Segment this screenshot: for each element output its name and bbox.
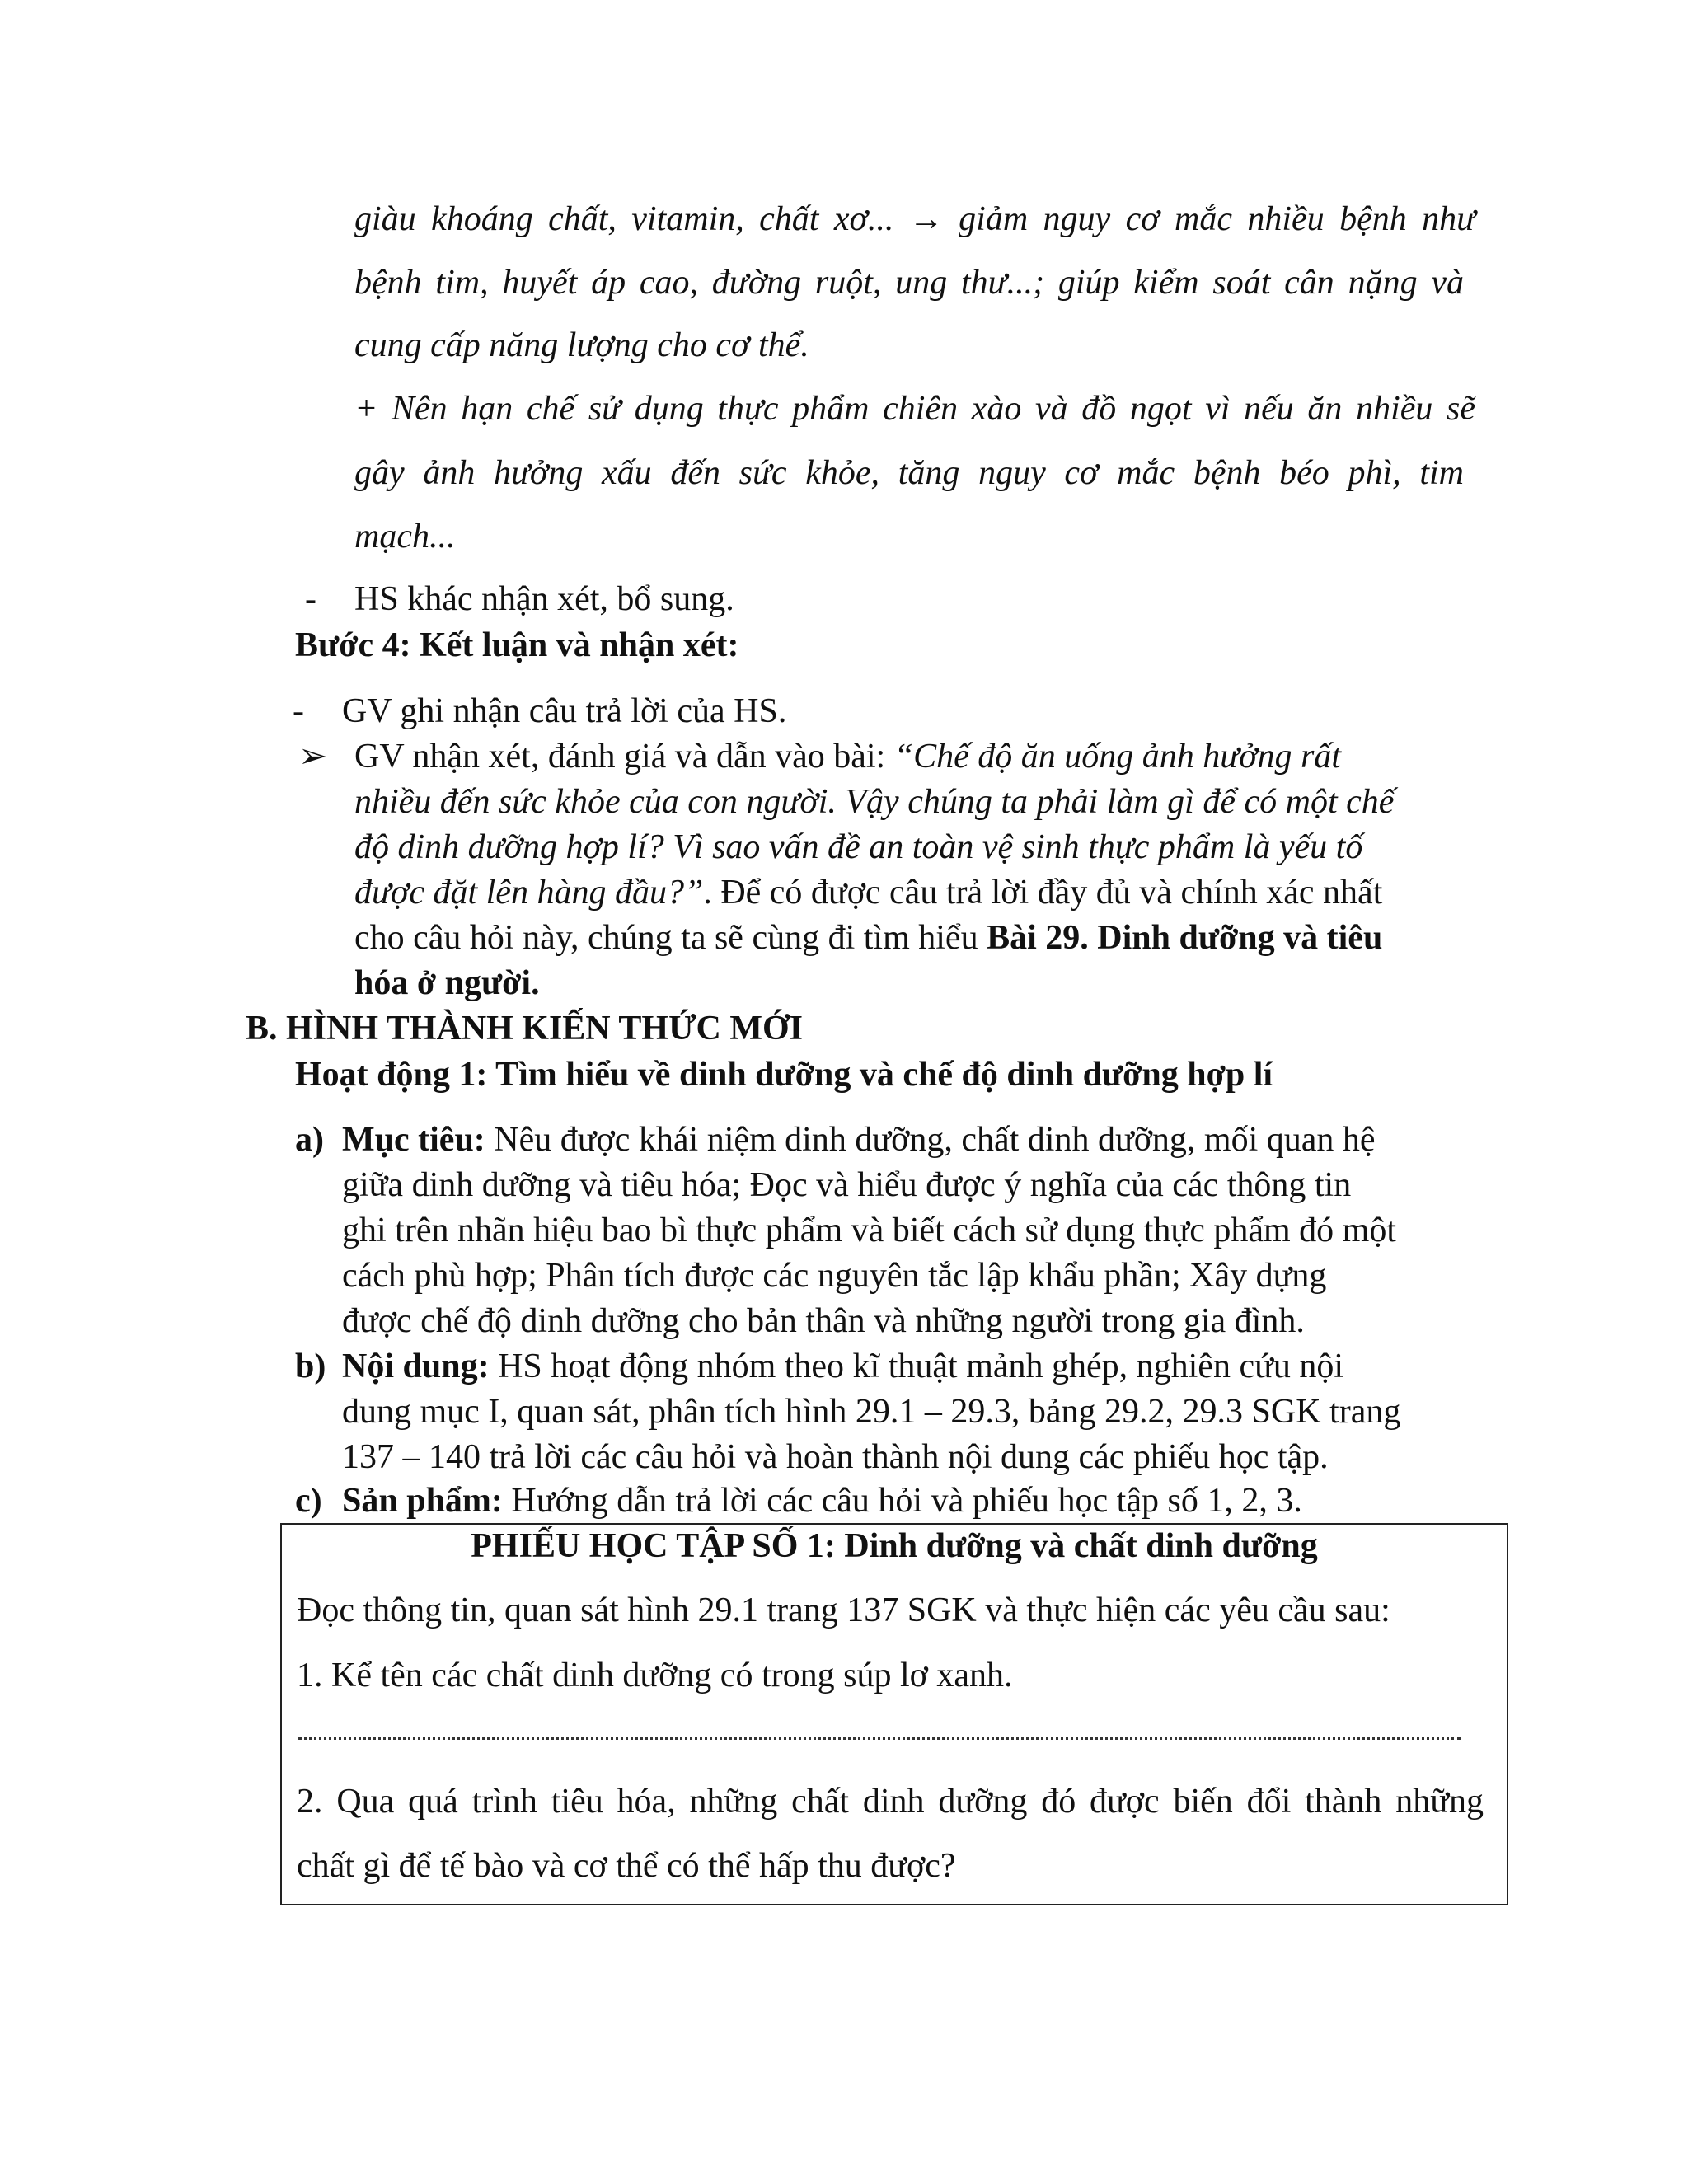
answer-dotted-line — [298, 1737, 1461, 1740]
item-a-line-5: được chế độ dinh dưỡng cho bản thân và những người trong gia đình. — [342, 1302, 1305, 1340]
activity-1-heading: Hoạt động 1: Tìm hiểu về dinh dưỡng và chế độ dinh dưỡng hợp lí — [295, 1056, 1273, 1094]
item-a-line-4: cách phù hợp; Phân tích được các nguyên tắc lập khẩu phần; Xây dựng — [342, 1257, 1327, 1295]
section-b-heading: B. HÌNH THÀNH KIẾN THỨC MỚI — [246, 1010, 803, 1047]
gv-bullet: - — [293, 692, 304, 730]
intro-line-1: giàu khoáng chất, vitamin, chất xơ... → giảm nguy cơ mắc nhiều bệnh như — [354, 200, 1475, 238]
comment-quote-1: “Chế độ ăn uống ảnh hưởng rất — [893, 738, 1342, 776]
item-a-line-2: giữa dinh dưỡng và tiêu hóa; Đọc và hiểu được ý nghĩa của các thông tin — [342, 1166, 1352, 1204]
comment-line-4 — [354, 875, 1382, 910]
item-b-line-3: 137 – 140 trả lời các câu hỏi và hoàn thành nội dung các phiếu học tập. — [342, 1438, 1329, 1476]
item-a-label: Mục tiêu: — [342, 1121, 485, 1159]
comment-line-1 — [354, 739, 1341, 774]
intro-line-5: gây ảnh hưởng xấu đến sức khỏe, tăng nguy cơ mắc bệnh béo phì, tim — [354, 454, 1464, 492]
item-c-line — [342, 1483, 1302, 1518]
comment-line-5 — [354, 921, 1382, 955]
item-c-text: Hướng dẫn trả lời các câu hỏi và phiếu học tập số 1, 2, 3. — [502, 1482, 1302, 1520]
comment-line-2: nhiều đến sức khỏe của con người. Vậy chúng ta phải làm gì để có một chế — [354, 783, 1395, 821]
intro-line-2: bệnh tim, huyết áp cao, đường ruột, ung thư...; giúp kiểm soát cân nặng và — [354, 264, 1464, 302]
item-b-marker: b) — [295, 1347, 326, 1385]
comment-lead: GV nhận xét, đánh giá và dẫn vào bài: — [354, 738, 894, 776]
gv-record-text: GV ghi nhận câu trả lời của HS. — [342, 692, 787, 730]
worksheet-title: PHIẾU HỌC TẬP SỐ 1: Dinh dưỡng và chất dinh dưỡng — [471, 1527, 1318, 1565]
lesson-title-part-2: hóa ở người. — [354, 964, 540, 1002]
item-a-text-1: Nêu được khái niệm dinh dưỡng, chất dinh dưỡng, mối quan hệ — [485, 1121, 1376, 1159]
item-c-label: Sản phẩm: — [342, 1482, 503, 1520]
intro-line-3: cung cấp năng lượng cho cơ thể. — [354, 326, 809, 364]
worksheet-question-1: 1. Kể tên các chất dinh dưỡng có trong súp lơ xanh. — [297, 1657, 1013, 1694]
step4-heading: Bước 4: Kết luận và nhận xét: — [295, 626, 739, 664]
item-b-text-1: HS hoạt động nhóm theo kĩ thuật mảnh ghép, nghiên cứu nội — [489, 1347, 1344, 1385]
worksheet-question-2-line-2: chất gì để tế bào và cơ thể có thể hấp thu được? — [297, 1847, 956, 1885]
item-a-line-3: ghi trên nhãn hiệu bao bì thực phẩm và biết cách sử dụng thực phẩm đó một — [342, 1212, 1396, 1249]
comment-after-4: . Để có được câu trả lời đầy đủ và chính xác nhất — [703, 874, 1383, 912]
intro-line-4: + Nên hạn chế sử dụng thực phẩm chiên xào và đồ ngọt vì nếu ăn nhiều sẽ — [354, 390, 1475, 428]
comment-line-3: độ dinh dưỡng hợp lí? Vì sao vấn đề an toàn vệ sinh thực phẩm là yếu tố — [354, 828, 1363, 866]
comment-line5-plain: cho câu hỏi này, chúng ta sẽ cùng đi tìm hiểu — [354, 919, 987, 957]
worksheet-instruction: Đọc thông tin, quan sát hình 29.1 trang 137 SGK và thực hiện các yêu cầu sau: — [297, 1591, 1390, 1629]
item-b-line-2: dung mục I, quan sát, phân tích hình 29.1 – 29.3, bảng 29.2, 29.3 SGK trang — [342, 1393, 1401, 1431]
hs-bullet: - — [305, 580, 316, 618]
intro-line-6: mạch... — [354, 518, 456, 555]
item-c-marker: c) — [295, 1482, 322, 1520]
item-b-label: Nội dung: — [342, 1347, 490, 1385]
item-a-marker: a) — [295, 1121, 324, 1159]
item-a-line-1 — [342, 1122, 1376, 1157]
item-b-line-1 — [342, 1349, 1343, 1384]
arrow-bullet-icon: ➢ — [298, 738, 328, 776]
hs-comment-text: HS khác nhận xét, bổ sung. — [354, 580, 734, 618]
worksheet-question-2-line-1: 2. Qua quá trình tiêu hóa, những chất dinh dưỡng đó được biến đổi thành những — [297, 1783, 1484, 1821]
lesson-title-part-1: Bài 29. Dinh dưỡng và tiêu — [987, 919, 1383, 957]
comment-quote-4: được đặt lên hàng đầu?” — [354, 874, 704, 912]
